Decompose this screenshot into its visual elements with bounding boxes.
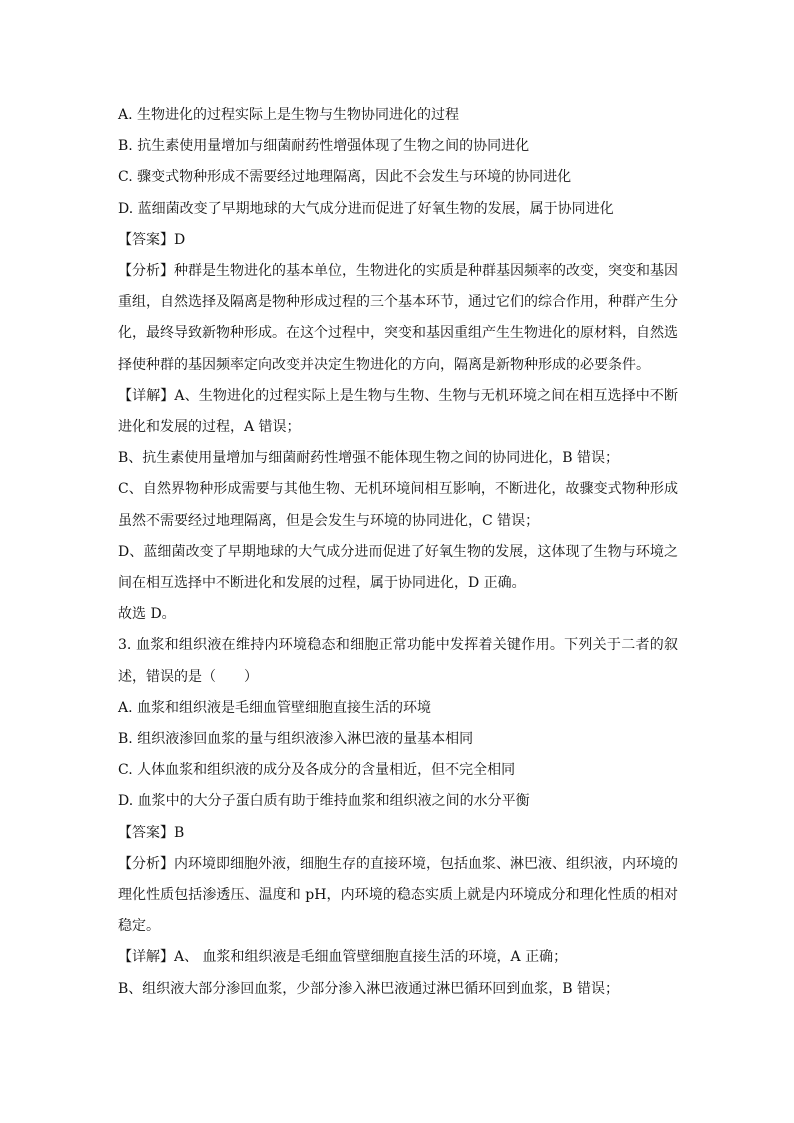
q3-detail-b: B、组织液大部分渗回血浆，少部分渗入淋巴液通过淋巴循环回到血浆，B 错误； — [118, 980, 620, 997]
q2-detail-d: D、蓝细菌改变了早期地球的大气成分进而促进了好氧生物的发展，这体现了生物与环境之间在相互选择中不断进化和发展的过程，属于协同进化，D 正确。 — [118, 543, 678, 591]
q2-answer — [118, 225, 678, 256]
analysis-label: 【分析】 — [118, 262, 174, 279]
q2-detail-a — [118, 381, 678, 443]
detail-text: A、 血浆和组织液是毛细血管壁细胞直接生活的环境，A 正确； — [174, 949, 568, 966]
q2-option-b: B. 抗生素使用量增加与细菌耐药性增强体现了生物之间的协同进化 — [118, 138, 530, 155]
q2-analysis — [118, 256, 678, 381]
q2-detail-b: B、抗生素使用量增加与细菌耐药性增强不能体现生物之间的协同进化，B 错误； — [118, 450, 620, 467]
q3-stem: 3. 血浆和组织液在维持内环境稳态和细胞正常功能中发挥着关键作用。下列关于二者的叙述，错误的是（ ） — [118, 637, 678, 685]
q2-option-c: C. 骤变式物种形成不需要经过地理隔离，因此不会发生与环境的协同进化 — [118, 169, 572, 186]
q3-option-a: A. 血浆和组织液是毛细血管壁细胞直接生活的环境 — [118, 699, 432, 716]
q3-detail-a — [118, 942, 678, 973]
q3-option-c: C. 人体血浆和组织液的成分及各成分的含量相近，但不完全相同 — [118, 762, 516, 779]
q2-conclusion: 故选 D。 — [118, 606, 176, 623]
document-page — [118, 100, 678, 1005]
q2-detail-c: C、自然界物种形成需要与其他生物、无机环境间相互影响，不断进化，故骤变式物种形成虽然不需要经过地理隔离，但是会发生与环境的协同进化，C 错误； — [118, 481, 678, 529]
answer-value: B — [174, 824, 185, 841]
detail-label: 【详解】 — [118, 949, 174, 966]
q2-option-a: A. 生物进化的过程实际上是生物与生物协同进化的过程 — [118, 107, 460, 123]
analysis-label: 【分析】 — [118, 855, 174, 872]
q3-option-d: D. 血浆中的大分子蛋白质有助于维持血浆和组织液之间的水分平衡 — [118, 793, 530, 810]
detail-label: 【详解】 — [118, 387, 175, 404]
answer-label: 【答案】 — [118, 231, 174, 248]
q3-answer — [118, 818, 678, 849]
detail-text: A、生物进化的过程实际上是生物与生物、生物与无机环境之间在相互选择中不断进化和发展的过程，A 错误； — [118, 387, 679, 435]
answer-value: D — [174, 231, 186, 248]
q3-option-b: B. 组织液渗回血浆的量与组织液渗入淋巴液的量基本相同 — [118, 730, 474, 747]
q3-analysis — [118, 849, 678, 943]
q2-option-d: D. 蓝细菌改变了早期地球的大气成分进而促进了好氧生物的发展，属于协同进化 — [118, 200, 614, 217]
answer-label: 【答案】 — [118, 824, 174, 841]
analysis-text: 内环境即细胞外液，细胞生存的直接环境，包括血浆、淋巴液、组织液，内环境的理化性质包括渗透压、温度和 pH，内环境的稳态实质上就是内环境成分和理化性质的相对稳定。 — [118, 855, 678, 935]
analysis-text: 种群是生物进化的基本单位，生物进化的实质是种群基因频率的改变，突变和基因重组，自然选择及隔离是物种形成过程的三个基本环节，通过它们的综合作用，种群产生分化，最终导致新物种形成。在这个过程中，突变和基因重组产生生物进化的原材料，自然选择使种群的基因频率定向改变并决定生物进化的方向，隔离是新物种形成的必要条件。 — [118, 262, 678, 373]
